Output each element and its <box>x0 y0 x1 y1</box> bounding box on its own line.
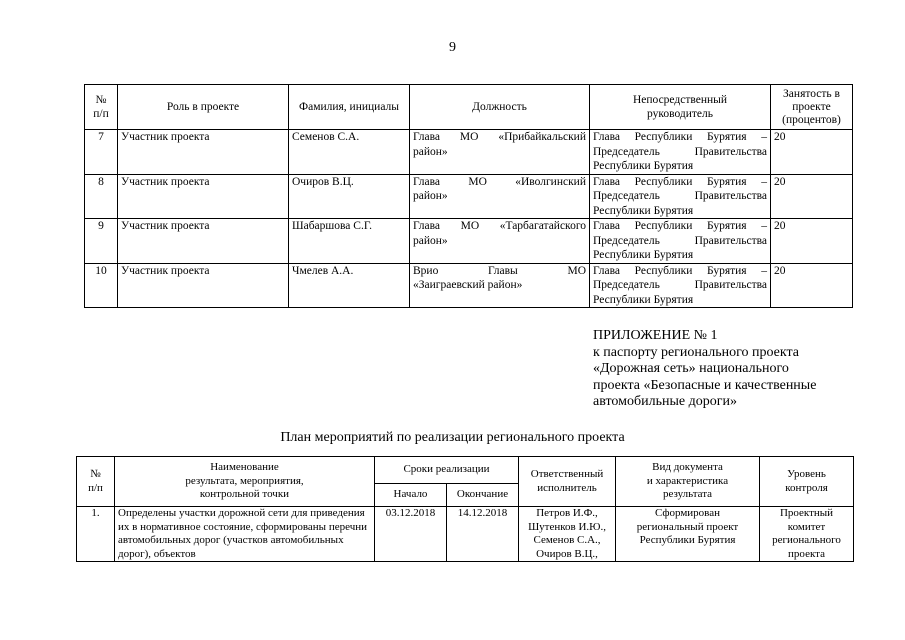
row-role: Участник проекта <box>118 219 289 264</box>
row-supervisor <box>590 174 771 219</box>
row-position <box>410 263 590 308</box>
row-name: Чмелев А.А. <box>289 263 410 308</box>
appendix-line: ПРИЛОЖЕНИЕ № 1 <box>593 328 718 343</box>
row-start: 03.12.2018 <box>375 507 447 562</box>
row-name: Шабаршова С.Г. <box>289 219 410 264</box>
supervisor-line: Республики Бурятия <box>593 160 694 172</box>
supervisor-line: Глава Республики Бурятия – <box>593 131 767 143</box>
row-num: 9 <box>85 219 118 264</box>
header-end: Окончание <box>447 484 519 507</box>
supervisor-line: Республики Бурятия <box>593 204 694 217</box>
row-position <box>410 174 590 219</box>
supervisor-line: Глава Республики Бурятия – <box>593 264 767 277</box>
header-name: Наименование результата, мероприятия, контрольной точки <box>115 457 375 507</box>
supervisor-line: Председатель Правительства <box>593 190 767 202</box>
row-name: Определены участки дорожной сети для приведения их в нормативное состояние, сформированы перечни автомобильных дорог (участков автомобильных дорог), объектов <box>115 507 375 562</box>
position-line: Глава МО «Тарбагатайского <box>413 220 586 232</box>
appendix-line: проекта «Безопасные и качественные <box>593 377 817 393</box>
table-row <box>77 507 854 562</box>
appendix-line: «Дорожная сеть» национального <box>593 361 789 376</box>
appendix-line: к паспорту регионального проекта <box>593 344 799 360</box>
supervisor-line: Республики Бурятия <box>593 293 694 306</box>
row-load: 20 <box>771 263 853 308</box>
row-role: Участник проекта <box>118 263 289 308</box>
position-line: район» <box>413 145 448 158</box>
table-row <box>85 263 853 308</box>
row-role: Участник проекта <box>118 174 289 219</box>
header-supervisor: Непосредственный руководитель <box>590 85 771 130</box>
row-position <box>410 130 590 175</box>
appendix-caption <box>593 328 816 411</box>
appendix-line: автомобильные дороги» <box>593 394 737 409</box>
position-line: Глава МО «Прибайкальский <box>413 131 586 143</box>
row-supervisor <box>590 263 771 308</box>
header-load: Занятость в проекте (процентов) <box>771 85 853 130</box>
supervisor-line: Глава Республики Бурятия – <box>593 220 767 232</box>
row-load: 20 <box>771 174 853 219</box>
table-row <box>85 219 853 264</box>
header-dates: Сроки реализации <box>375 457 519 484</box>
header-doc: Вид документа и характеристика результата <box>616 457 760 507</box>
row-name: Очиров В.Ц. <box>289 174 410 219</box>
row-executor: Петров И.Ф., Шутенков И.Ю., Семенов С.А., Очиров В.Ц., <box>519 507 616 562</box>
row-num: 7 <box>85 130 118 175</box>
plan-table <box>76 456 854 562</box>
position-line: Врио Главы МО <box>413 264 586 277</box>
header-position: Должность <box>410 85 590 130</box>
supervisor-line: Председатель Правительства <box>593 145 767 158</box>
row-position <box>410 219 590 264</box>
header-num: № п/п <box>77 457 115 507</box>
position-line: район» <box>413 190 448 202</box>
supervisor-line: Глава Республики Бурятия – <box>593 175 767 188</box>
row-level: Проектный комитет регионального проекта <box>760 507 854 562</box>
row-load: 20 <box>771 219 853 264</box>
row-end: 14.12.2018 <box>447 507 519 562</box>
header-executor: Ответственный исполнитель <box>519 457 616 507</box>
project-team-table <box>84 84 853 308</box>
plan-title: План мероприятий по реализации регионального проекта <box>280 430 625 445</box>
table-row <box>85 130 853 175</box>
row-num: 10 <box>85 263 118 308</box>
table-header-row <box>85 85 853 130</box>
row-role: Участник проекта <box>118 130 289 175</box>
table-header-row <box>77 457 854 484</box>
table-row <box>85 174 853 219</box>
row-name: Семенов С.А. <box>289 130 410 175</box>
row-supervisor <box>590 130 771 175</box>
header-num: № п/п <box>85 85 118 130</box>
row-doc: Сформирован региональный проект Республики Бурятия <box>616 507 760 562</box>
row-supervisor <box>590 219 771 264</box>
position-line: «Заиграевский район» <box>413 279 523 291</box>
header-level: Уровень контроля <box>760 457 854 507</box>
header-start: Начало <box>375 484 447 507</box>
page-number: 9 <box>449 40 456 55</box>
row-num: 1. <box>77 507 115 562</box>
header-role: Роль в проекте <box>118 85 289 130</box>
position-line: район» <box>413 234 448 247</box>
supervisor-line: Председатель Правительства <box>593 234 767 247</box>
supervisor-line: Республики Бурятия <box>593 249 694 261</box>
row-load: 20 <box>771 130 853 175</box>
position-line: Глава МО «Иволгинский <box>413 175 586 188</box>
row-num: 8 <box>85 174 118 219</box>
supervisor-line: Председатель Правительства <box>593 279 767 291</box>
header-name: Фамилия, инициалы <box>289 85 410 130</box>
